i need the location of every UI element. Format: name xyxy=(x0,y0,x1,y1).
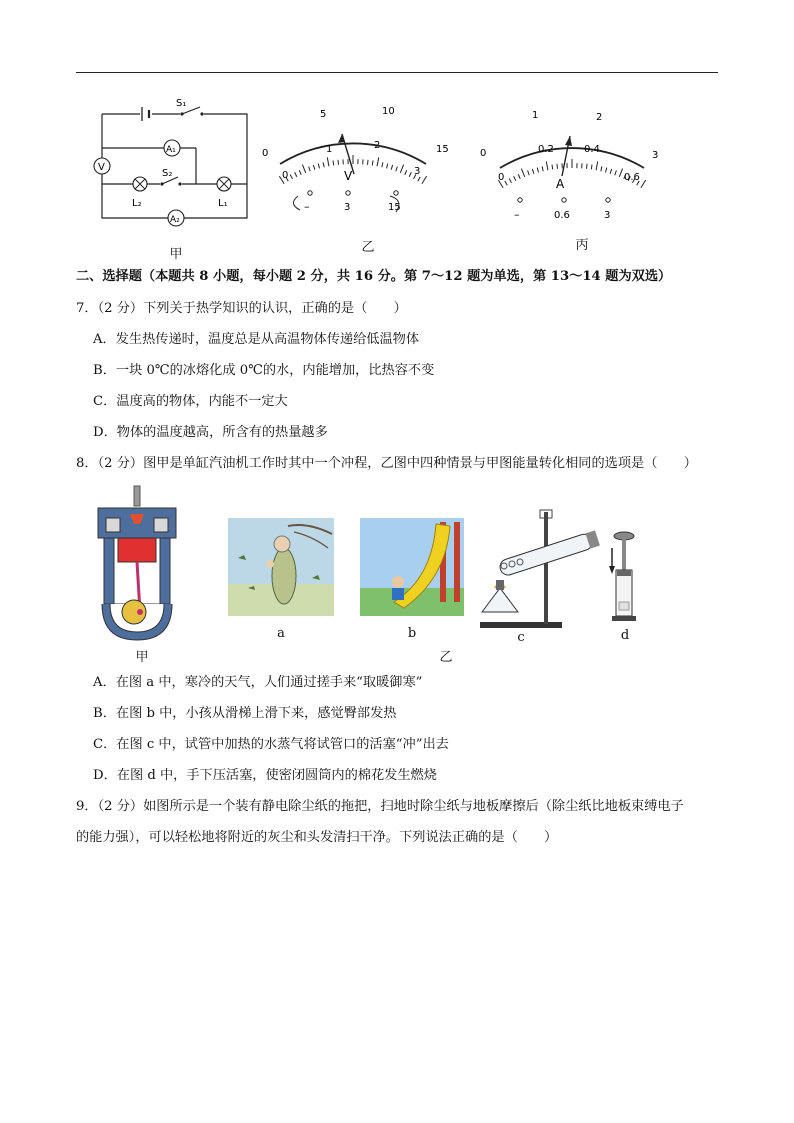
ammeter2-label: A₂ xyxy=(170,215,180,225)
meter-tick xyxy=(641,180,646,188)
meter-tick xyxy=(606,168,607,173)
q7-option-b: B．一块 0℃的冰熔化成 0℃的水，内能增加，比热容不变 xyxy=(93,363,435,378)
image-d-piston-cylinder xyxy=(606,530,642,624)
ammeter-bottom-0.4: 0.4 xyxy=(584,144,600,155)
switch1-label: S₁ xyxy=(176,98,187,109)
q9-line1: 9．（2 分）如图所示是一个装有静电除尘纸的拖把，扫地时除尘纸与地板摩擦后（除尘纸比地板束缚电子 xyxy=(76,799,684,814)
voltmeter-terminal-15: 15 xyxy=(388,202,401,213)
group-caption: 乙 xyxy=(439,650,453,665)
meter-tick xyxy=(586,164,587,169)
image-d-label: d xyxy=(620,628,630,643)
switch2-label: S₂ xyxy=(162,168,173,179)
meter-tick xyxy=(313,165,314,170)
voltmeter-bottom-2: 2 xyxy=(374,140,381,151)
ammeter1-label: A₁ xyxy=(166,145,176,155)
ammeter-bottom-0: 0 xyxy=(498,172,505,183)
q7-option-c: C．温度高的物体，内能不一定大 xyxy=(93,394,288,409)
voltmeter-bottom-3: 3 xyxy=(414,166,421,177)
voltmeter-top-5: 5 xyxy=(320,109,327,120)
ammeter-top-0: 0 xyxy=(480,148,487,159)
image-a-label: a xyxy=(277,626,285,641)
voltmeter-top-10: 10 xyxy=(382,106,395,117)
q7-option-a: A．发生热传递时，温度总是从高温物体传递给低温物体 xyxy=(93,332,420,347)
ammeter-bottom-0.6: 0.6 xyxy=(624,172,640,183)
meter-tick xyxy=(601,166,602,171)
voltmeter-label: V xyxy=(98,162,105,173)
meter-tick xyxy=(418,177,420,181)
meter-tick xyxy=(333,160,334,165)
meter-tick xyxy=(514,176,516,181)
meter-tick xyxy=(505,181,507,185)
voltmeter-terminal-3: 3 xyxy=(344,202,351,213)
meter-tick xyxy=(391,165,392,170)
ammeter-terminal-neg: – xyxy=(514,208,520,221)
meter-tick xyxy=(295,172,297,177)
image-b-label: b xyxy=(407,626,417,641)
engine-caption: 甲 xyxy=(135,650,149,665)
meter-tick xyxy=(509,179,511,183)
q8-option-a: A．在图 a 中，寒冷的天气，人们通过搓手来“取暖御寒” xyxy=(93,675,423,690)
meter-tick xyxy=(546,161,548,170)
meter-tick xyxy=(372,160,373,165)
ammeter-top-1: 1 xyxy=(532,110,539,121)
meter-tick xyxy=(299,170,301,175)
q9-line2: 的能力强），可以轻松地将附近的灰尘和头发清扫干净。下列说法正确的是（ ） xyxy=(76,830,558,845)
meter-tick xyxy=(290,175,292,179)
meter-tick xyxy=(552,164,553,169)
lamp1-label: L₁ xyxy=(218,198,228,209)
circuit-caption: 甲 xyxy=(169,247,183,262)
voltmeter-unit: V xyxy=(344,169,353,183)
meter-tick xyxy=(518,174,520,179)
meter-tick xyxy=(610,169,611,174)
meter-tick xyxy=(542,166,543,171)
meter-tick xyxy=(400,165,403,173)
ammeter-terminal-3: 3 xyxy=(604,210,611,221)
section2-heading: 二、选择题（本题共 8 小题，每小题 2 分，共 16 分。第 7～12 题为单选，第 13～14 题为双选） xyxy=(76,269,672,284)
header-rule xyxy=(76,72,718,73)
image-c-label: c xyxy=(517,630,525,645)
meter-tick xyxy=(302,165,305,173)
meter-tick xyxy=(338,160,339,165)
ammeter-dial xyxy=(474,106,670,222)
q8-option-b: B．在图 b 中，小孩从滑梯上滑下来，感觉臀部发热 xyxy=(93,706,397,721)
image-b-slide xyxy=(360,518,464,616)
q8-option-d: D．在图 d 中，手下压活塞，使密闭圆筒内的棉花发生燃烧 xyxy=(93,768,437,783)
ammeter-top-3: 3 xyxy=(652,150,659,161)
meter-tick xyxy=(323,162,324,167)
meter-tick xyxy=(537,168,538,173)
ammeter-unit: A xyxy=(556,177,565,191)
q7-option-d: D．物体的温度越高，所含有的热量越多 xyxy=(93,425,328,440)
ammeter-terminal-0.6: 0.6 xyxy=(554,210,570,221)
meter-tick xyxy=(528,171,530,176)
voltmeter-caption: 乙 xyxy=(361,240,375,255)
ammeter-bottom-0.2: 0.2 xyxy=(538,144,554,155)
image-a-rubbing-hands xyxy=(228,518,334,616)
meter-tick xyxy=(405,170,407,175)
voltmeter-dial xyxy=(258,100,458,218)
meter-tick xyxy=(591,164,592,169)
voltmeter-bottom-0: 0 xyxy=(282,170,289,181)
meter-tick xyxy=(327,157,329,166)
meter-tick xyxy=(409,172,411,177)
ammeter-caption: 丙 xyxy=(575,238,589,253)
meter-tick xyxy=(377,157,379,166)
q8-option-c: C．在图 c 中，试管中加热的水蒸气将试管口的活塞“冲”出去 xyxy=(93,737,449,752)
ammeter-top-2: 2 xyxy=(596,112,603,123)
meter-tick xyxy=(619,169,622,177)
meter-tick xyxy=(521,169,524,177)
voltmeter-top-15: 15 xyxy=(436,144,449,155)
meter-tick xyxy=(367,160,368,165)
lamp2-label: L₂ xyxy=(132,198,142,209)
q8-stem: 8．（2 分）图甲是单缸汽油机工作时其中一个冲程，乙图中四种情景与甲图能量转化相同的选项是（ ） xyxy=(76,456,697,471)
meter-tick xyxy=(557,164,558,169)
voltmeter-top-0: 0 xyxy=(262,148,269,159)
q7-stem: 7．（2 分）下列关于热学知识的认识，正确的是（ ） xyxy=(76,301,407,316)
meter-tick xyxy=(532,169,533,174)
meter-tick xyxy=(309,167,311,172)
meter-tick xyxy=(387,164,388,169)
meter-tick xyxy=(422,176,427,184)
voltmeter-bottom-1: 1 xyxy=(326,144,333,155)
meter-tick xyxy=(318,164,319,169)
voltmeter-terminal-neg: – xyxy=(304,200,310,213)
meter-tick xyxy=(596,161,598,170)
meter-tick xyxy=(615,171,617,176)
image-c-test-tube xyxy=(478,508,608,632)
engine-illustration xyxy=(92,484,184,644)
meter-tick xyxy=(382,162,383,167)
meter-tick xyxy=(396,167,398,172)
circuit-diagram xyxy=(92,96,252,236)
